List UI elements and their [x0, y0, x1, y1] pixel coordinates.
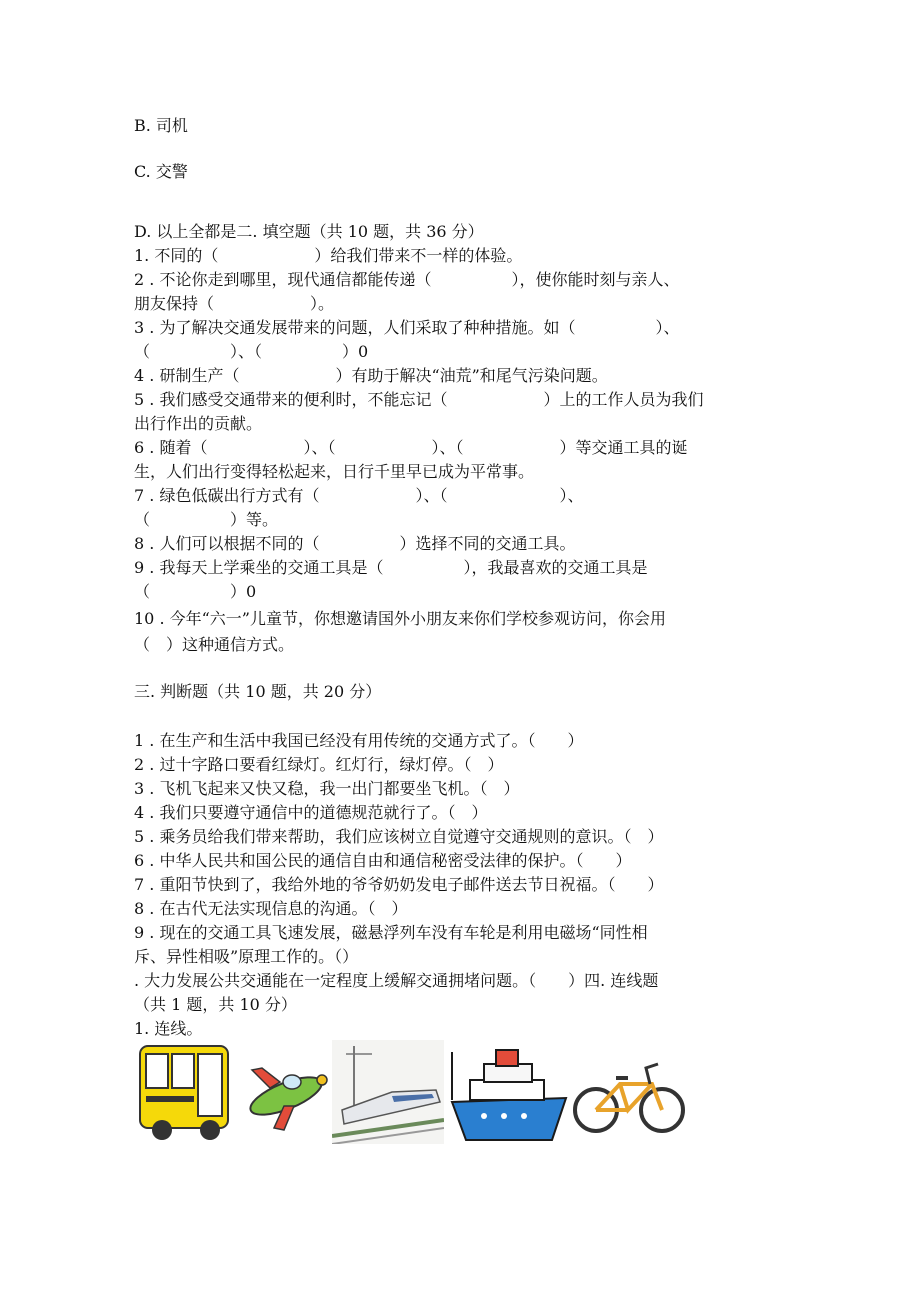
option-b: B. 司机 — [134, 116, 188, 135]
fill-q6-line1: 6 . 随着（ ）、（ ）、（ ）等交通工具的诞 — [134, 438, 688, 457]
judge-q2: 2 . 过十字路口要看红绿灯。红灯行，绿灯停。（ ） — [134, 755, 504, 774]
judge-q10-and-section-4-heading: . 大力发展公共交通能在一定程度上缓解交通拥堵问题。（ ）四. 连线题 — [134, 971, 659, 990]
judge-q7: 7 . 重阳节快到了，我给外地的爷爷奶奶发电子邮件送去节日祝福。（ ） — [134, 875, 664, 894]
fill-q6-line2: 生，人们出行变得轻松起来，日行千里早已成为平常事。 — [134, 462, 535, 481]
fill-q5-line1: 5 . 我们感受交通带来的便利时，不能忘记（ ）上的工作人员为我们 — [134, 390, 704, 409]
judge-q1: 1 . 在生产和生活中我国已经没有用传统的交通方式了。（ ） — [134, 731, 584, 750]
match-q1: 1. 连线。 — [134, 1019, 203, 1038]
judge-q5: 5 . 乘务员给我们带来帮助，我们应该树立自觉遵守交通规则的意识。（ ） — [134, 827, 664, 846]
fill-q2-line2: 朋友保持（ ）。 — [134, 294, 335, 313]
judge-q8: 8 . 在古代无法实现信息的沟通。（ ） — [134, 899, 408, 918]
judge-q6: 6 . 中华人民共和国公民的通信自由和通信秘密受法律的保护。（ ） — [134, 851, 632, 870]
train-picture — [332, 1040, 444, 1144]
section-3-heading: 三. 判断题（共 10 题，共 20 分） — [134, 682, 382, 701]
judge-q4: 4 . 我们只要遵守通信中的道德规范就行了。（ ） — [134, 803, 488, 822]
section-4-heading-cont: （共 1 题，共 10 分） — [134, 995, 297, 1014]
fill-q3-line2: （ ）、（ ）0 — [134, 342, 369, 361]
fill-q4: 4 . 研制生产（ ）有助于解决“油荒”和尾气污染问题。 — [134, 366, 608, 385]
judge-q9-line2: 斥、异性相吸”原理工作的。（） — [134, 947, 359, 966]
fill-q1: 1. 不同的（ ）给我们带来不一样的体验。 — [134, 246, 523, 265]
vehicle-pictures — [134, 1040, 694, 1144]
plane-picture — [240, 1040, 330, 1144]
fill-q8: 8 . 人们可以根据不同的（ ）选择不同的交通工具。 — [134, 534, 576, 553]
fill-q10-line2: （ ）这种通信方式。 — [134, 635, 295, 654]
option-c: C. 交警 — [134, 162, 188, 181]
fill-q7-line2: （ ）等。 — [134, 510, 279, 529]
option-d-and-section-2-heading: D. 以上全都是二. 填空题（共 10 题，共 36 分） — [134, 222, 484, 241]
judge-q9-line1: 9 . 现在的交通工具飞速发展，磁悬浮列车没有车轮是利用电磁场“同性相 — [134, 923, 648, 942]
judge-q3: 3 . 飞机飞起来又快又稳，我一出门都要坐飞机。（ ） — [134, 779, 520, 798]
fill-q9-line2: （ ）0 — [134, 582, 257, 601]
fill-q7-line1: 7 . 绿色低碳出行方式有（ ）、（ ）、 — [134, 486, 584, 505]
fill-q9-line1: 9 . 我每天上学乘坐的交通工具是（ ），我最喜欢的交通工具是 — [134, 558, 648, 577]
fill-q10-line1: 10 . 今年“六一”儿童节，你想邀请国外小朋友来你们学校参观访问，你会用 — [134, 609, 666, 628]
bus-picture — [134, 1040, 234, 1144]
fill-q2-line1: 2 . 不论你走到哪里，现代通信都能传递（ ），使你能时刻与亲人、 — [134, 270, 680, 289]
fill-q3-line1: 3 . 为了解决交通发展带来的问题，人们采取了种种措施。如（ ）、 — [134, 318, 680, 337]
fill-q5-line2: 出行作出的贡献。 — [134, 414, 263, 433]
ship-picture — [448, 1040, 570, 1144]
bicycle-picture — [572, 1040, 686, 1144]
